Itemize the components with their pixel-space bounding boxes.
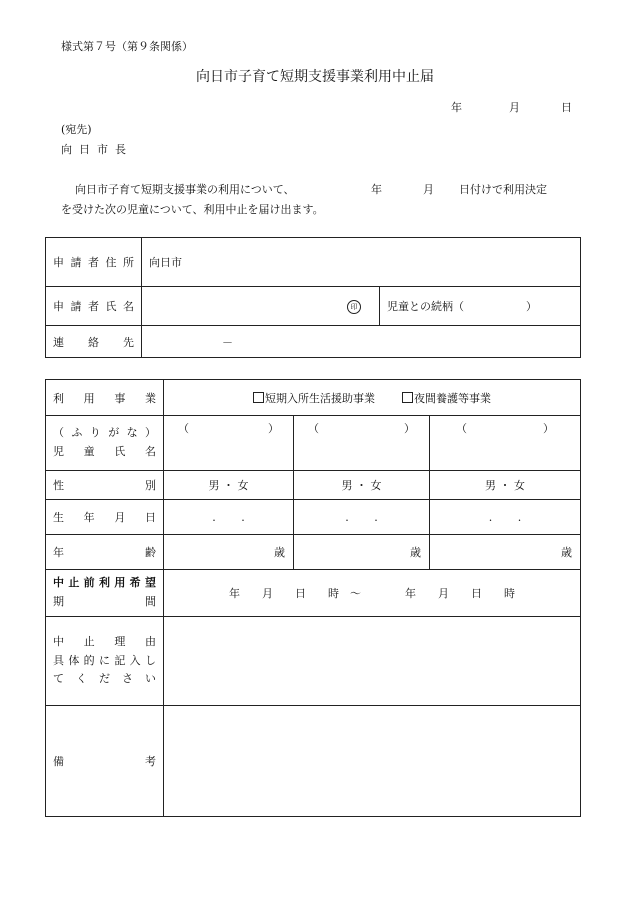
- applicant-address-label: 申請者住所: [46, 238, 142, 287]
- sex-row: [46, 471, 581, 500]
- child-1-age-field[interactable]: 歳: [164, 535, 294, 570]
- child-table: [45, 379, 581, 817]
- applicant-name-label: 申請者氏名: [46, 287, 142, 326]
- child-name-label: [46, 416, 164, 471]
- service-option-2[interactable]: [402, 392, 491, 405]
- service-option-2-label: 夜間養護等事業: [414, 391, 492, 405]
- body-year-label: 年: [371, 183, 382, 196]
- paren-close: ）: [268, 422, 279, 435]
- service-option-1[interactable]: [253, 392, 375, 405]
- contact-dash: －: [222, 335, 233, 349]
- seal-mark: 印: [347, 300, 361, 314]
- applicant-address-field[interactable]: 向日市: [142, 238, 581, 287]
- child-3-age-field[interactable]: 歳: [430, 535, 581, 570]
- age-label: 年齢: [46, 535, 164, 570]
- child-2-sex-field[interactable]: 男 ・ 女: [294, 471, 430, 500]
- relation-label: 児童との続柄（: [387, 300, 464, 313]
- date-year-label: 年: [451, 101, 462, 114]
- contact-field[interactable]: [142, 326, 581, 358]
- relation-close: ）: [526, 300, 537, 313]
- contact-row: [46, 326, 581, 358]
- checkbox-icon[interactable]: [402, 392, 413, 403]
- paren-close: ）: [404, 422, 415, 435]
- reason-row: [46, 617, 581, 706]
- body-month-label: 月: [423, 183, 434, 196]
- period-row: [46, 570, 581, 617]
- body-line-1-start: 向日市子育て短期支援事業の利用について、: [75, 183, 295, 196]
- applicant-name-field[interactable]: [142, 287, 380, 326]
- period-label-line-2: 期間: [53, 595, 156, 608]
- child-3-name-field[interactable]: [430, 416, 581, 471]
- body-line-2: を受けた次の児童について、利用中止を届け出ます。: [61, 203, 324, 216]
- child-name-label-text: 児童氏名: [53, 445, 156, 458]
- paren-open: （: [178, 422, 189, 435]
- remarks-label: 備考: [46, 706, 164, 817]
- furigana-label: （ふりがな）: [53, 426, 156, 440]
- form-number: 様式第７号（第９条関係）: [61, 40, 193, 53]
- child-1-name-field[interactable]: [164, 416, 294, 471]
- child-2-age-field[interactable]: 歳: [294, 535, 430, 570]
- reason-label: [46, 617, 164, 706]
- child-3-sex-field[interactable]: 男 ・ 女: [430, 471, 581, 500]
- service-options: [164, 380, 581, 416]
- body-line-1-end: 日付けで利用決定: [459, 183, 547, 196]
- child-name-row: [46, 416, 581, 471]
- applicant-name-row: [46, 287, 581, 326]
- age-row: [46, 535, 581, 570]
- applicant-table: [45, 237, 581, 358]
- sex-label: 性別: [46, 471, 164, 500]
- form-title: 向日市子育て短期支援事業利用中止届: [196, 69, 434, 85]
- addressee-name: 向日市長: [61, 143, 133, 156]
- period-field[interactable]: 年 月 日 時 〜 年 月 日 時: [164, 570, 581, 617]
- child-1-birth-field[interactable]: . .: [164, 500, 294, 535]
- child-1-sex-field[interactable]: 男 ・ 女: [164, 471, 294, 500]
- period-label: [46, 570, 164, 617]
- reason-label-line-3: てください: [53, 672, 156, 686]
- service-option-1-label: 短期入所生活援助事業: [265, 391, 376, 405]
- birth-row: [46, 500, 581, 535]
- birth-label: 生年月日: [46, 500, 164, 535]
- reason-field[interactable]: [164, 617, 581, 706]
- period-label-line-1: 中止前利用希望: [53, 576, 156, 590]
- paren-open: （: [308, 422, 319, 435]
- remarks-field[interactable]: [164, 706, 581, 817]
- paren-open: （: [456, 422, 467, 435]
- paren-close: ）: [543, 422, 555, 435]
- body-line-1: [61, 181, 295, 197]
- child-3-birth-field[interactable]: . .: [430, 500, 581, 535]
- reason-label-line-2: 具体的に記入し: [53, 653, 156, 667]
- child-2-birth-field[interactable]: . .: [294, 500, 430, 535]
- service-label: 利用事業: [46, 380, 164, 416]
- date-month-label: 月: [509, 101, 520, 114]
- contact-label: 連絡先: [46, 326, 142, 358]
- child-2-name-field[interactable]: [294, 416, 430, 471]
- applicant-address-row: [46, 238, 581, 287]
- relation-field[interactable]: [380, 287, 581, 326]
- checkbox-icon[interactable]: [253, 392, 264, 403]
- date-day-label: 日: [561, 101, 572, 114]
- addressee-label: (宛先): [61, 123, 92, 136]
- reason-label-line-1: 中止理由: [53, 634, 156, 648]
- remarks-row: [46, 706, 581, 817]
- service-row: [46, 380, 581, 416]
